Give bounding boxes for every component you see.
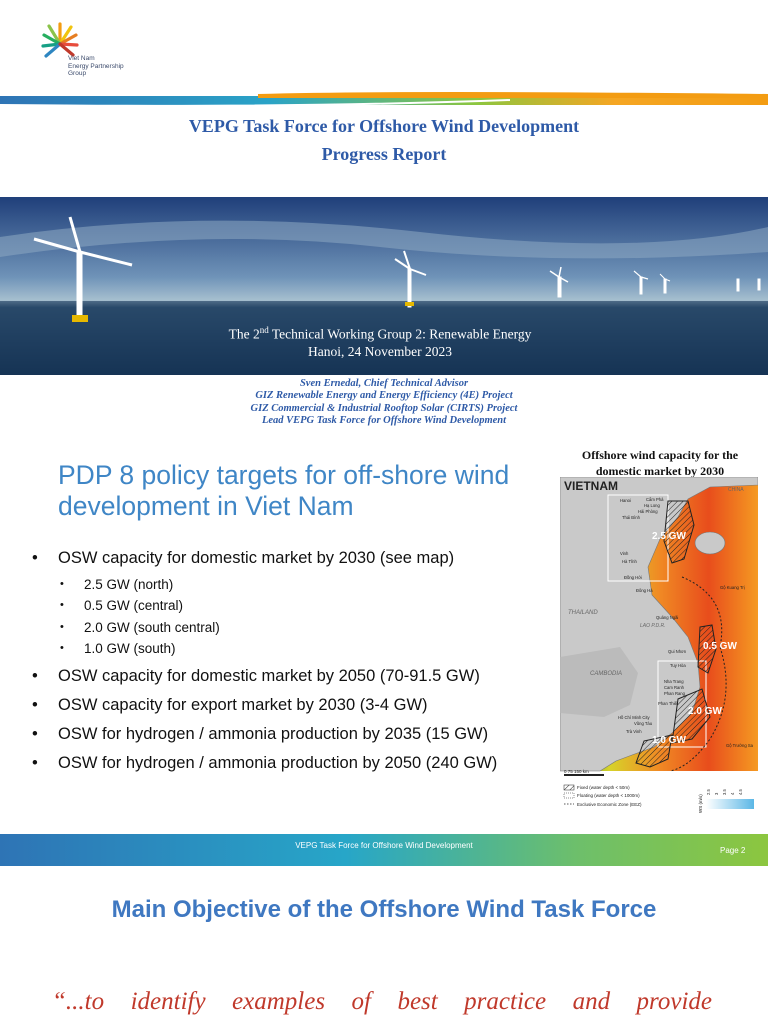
map-city: Gộ Trường Sa — [726, 743, 753, 748]
turbine-7 — [758, 279, 760, 290]
map-city: Vũng Tàu — [634, 721, 653, 726]
footer-text: VEPG Task Force for Offshore Wind Development — [295, 841, 473, 850]
bullet-item: • OSW capacity for export market by 2030 (3-4 GW) — [30, 695, 570, 715]
colorbar — [706, 799, 754, 809]
presenter-info: Sven Ernedal, Chief Technical Advisor GIZ Renewable Energy and Energy Efficiency (4E) Project GIZ Commercial & Industrial Rooftop Solar (CIRTS) Project Lead VEPG Task Force for Offshore Wind Development — [250, 378, 518, 427]
zone-label-south: 1.0 GW — [652, 735, 686, 746]
hero-caption: The 2nd Technical Working Group 2: Renewable Energy Hanoi, 24 November 2023 — [228, 325, 532, 359]
bullet-item: • OSW for hydrogen / ammonia production by 2035 (15 GW) — [30, 724, 570, 744]
decorative-header-band — [0, 92, 768, 108]
map-city: Hà Tĩnh — [622, 559, 637, 564]
sub-bullet-item: • 0.5 GW (central) — [30, 595, 570, 616]
sub-bullet-item: • 2.0 GW (south central) — [30, 617, 570, 638]
map-label-china: CHINA — [728, 487, 744, 493]
scale-bar — [564, 774, 604, 776]
scale-label: 0 75 150 km — [564, 769, 589, 774]
map-city: Gộ Kuang Trị — [720, 585, 745, 590]
vietnam-wind-map — [560, 477, 758, 815]
map-city: Thái Bình — [622, 515, 640, 520]
map-city: Vinh — [620, 551, 629, 556]
map-city: Hạ Long — [644, 503, 660, 508]
map-city: Phan Rang — [664, 691, 685, 696]
map-city: Hanoi — [620, 498, 631, 503]
objective-title: Main Objective of the Offshore Wind Task Force — [111, 896, 657, 923]
zone-label-central: 0.5 GW — [703, 641, 737, 652]
page-number: Page 2 — [720, 846, 746, 855]
map-country-label: VIETNAM — [564, 479, 618, 493]
map-city: Nha Trang — [664, 679, 684, 684]
map-city: Phan Thiết — [658, 701, 679, 706]
slide-title: PDP 8 policy targets for off-shore wind development in Viet Nam — [58, 460, 510, 521]
map-label-thailand: THAILAND — [568, 610, 598, 616]
zone-label-south-central: 2.0 GW — [688, 706, 722, 717]
report-subtitle: Progress Report — [321, 144, 447, 164]
map-city: Cẩm Phả — [646, 497, 664, 502]
report-title: VEPG Task Force for Offshore Wind Development — [188, 116, 580, 136]
turbine-6 — [737, 279, 739, 291]
bullet-item: • OSW capacity for domestic market by 2030 (see map) — [30, 548, 570, 568]
svg-text:4: 4 — [730, 792, 735, 795]
colorbar-label: WS (m/s) — [698, 794, 703, 813]
map-label-laos: LAO P.D.R. — [640, 623, 666, 629]
map-city: Qui Nhơn — [668, 649, 687, 654]
logo-text: Viet Nam Energy Partnership Group — [68, 55, 124, 77]
svg-text:3.5: 3.5 — [722, 789, 727, 795]
legend-floating: Floating (water depth < 1000m) — [577, 793, 640, 798]
map-city: Đông Hà — [636, 588, 653, 593]
map-city: Tuy Hòa — [670, 663, 686, 668]
legend-eez: Exclusive Economic Zone (EEZ) — [577, 802, 642, 807]
sub-bullet-item: • 2.5 GW (north) — [30, 574, 570, 595]
map-city: Trà Vinh — [626, 729, 642, 734]
zone-label-north: 2.5 GW — [652, 531, 686, 542]
sub-bullet-list — [30, 574, 570, 659]
sub-bullet-item: • 1.0 GW (south) — [30, 638, 570, 659]
map-city: Cam Ranh — [664, 685, 685, 690]
objective-quote: “...to identify examples of best practice and provide — [52, 988, 712, 1015]
map-city: Đồng Hới — [624, 575, 642, 580]
svg-text:4.5: 4.5 — [738, 789, 743, 795]
map-city: Hồ Chí Minh City — [618, 715, 650, 720]
bullet-item: • OSW for hydrogen / ammonia production by 2050 (240 GW) — [30, 753, 570, 773]
legend-fixed: Fixed (water depth < 50m) — [577, 785, 630, 790]
bullet-item: • OSW capacity for domestic market by 2050 (70-91.5 GW) — [30, 666, 570, 686]
vepg-logo — [40, 18, 150, 88]
map-city: Hải Phòng — [638, 509, 658, 514]
svg-text:3: 3 — [714, 792, 719, 795]
svg-text:2.5: 2.5 — [706, 789, 711, 795]
map-title: Offshore wind capacity for the domestic market by 2030 — [581, 448, 739, 478]
bullet-list — [30, 548, 570, 782]
map-label-cambodia: CAMBODIA — [590, 671, 623, 677]
map-city: Quảng Ngãi — [656, 615, 679, 620]
slide-footer-band — [0, 834, 768, 866]
